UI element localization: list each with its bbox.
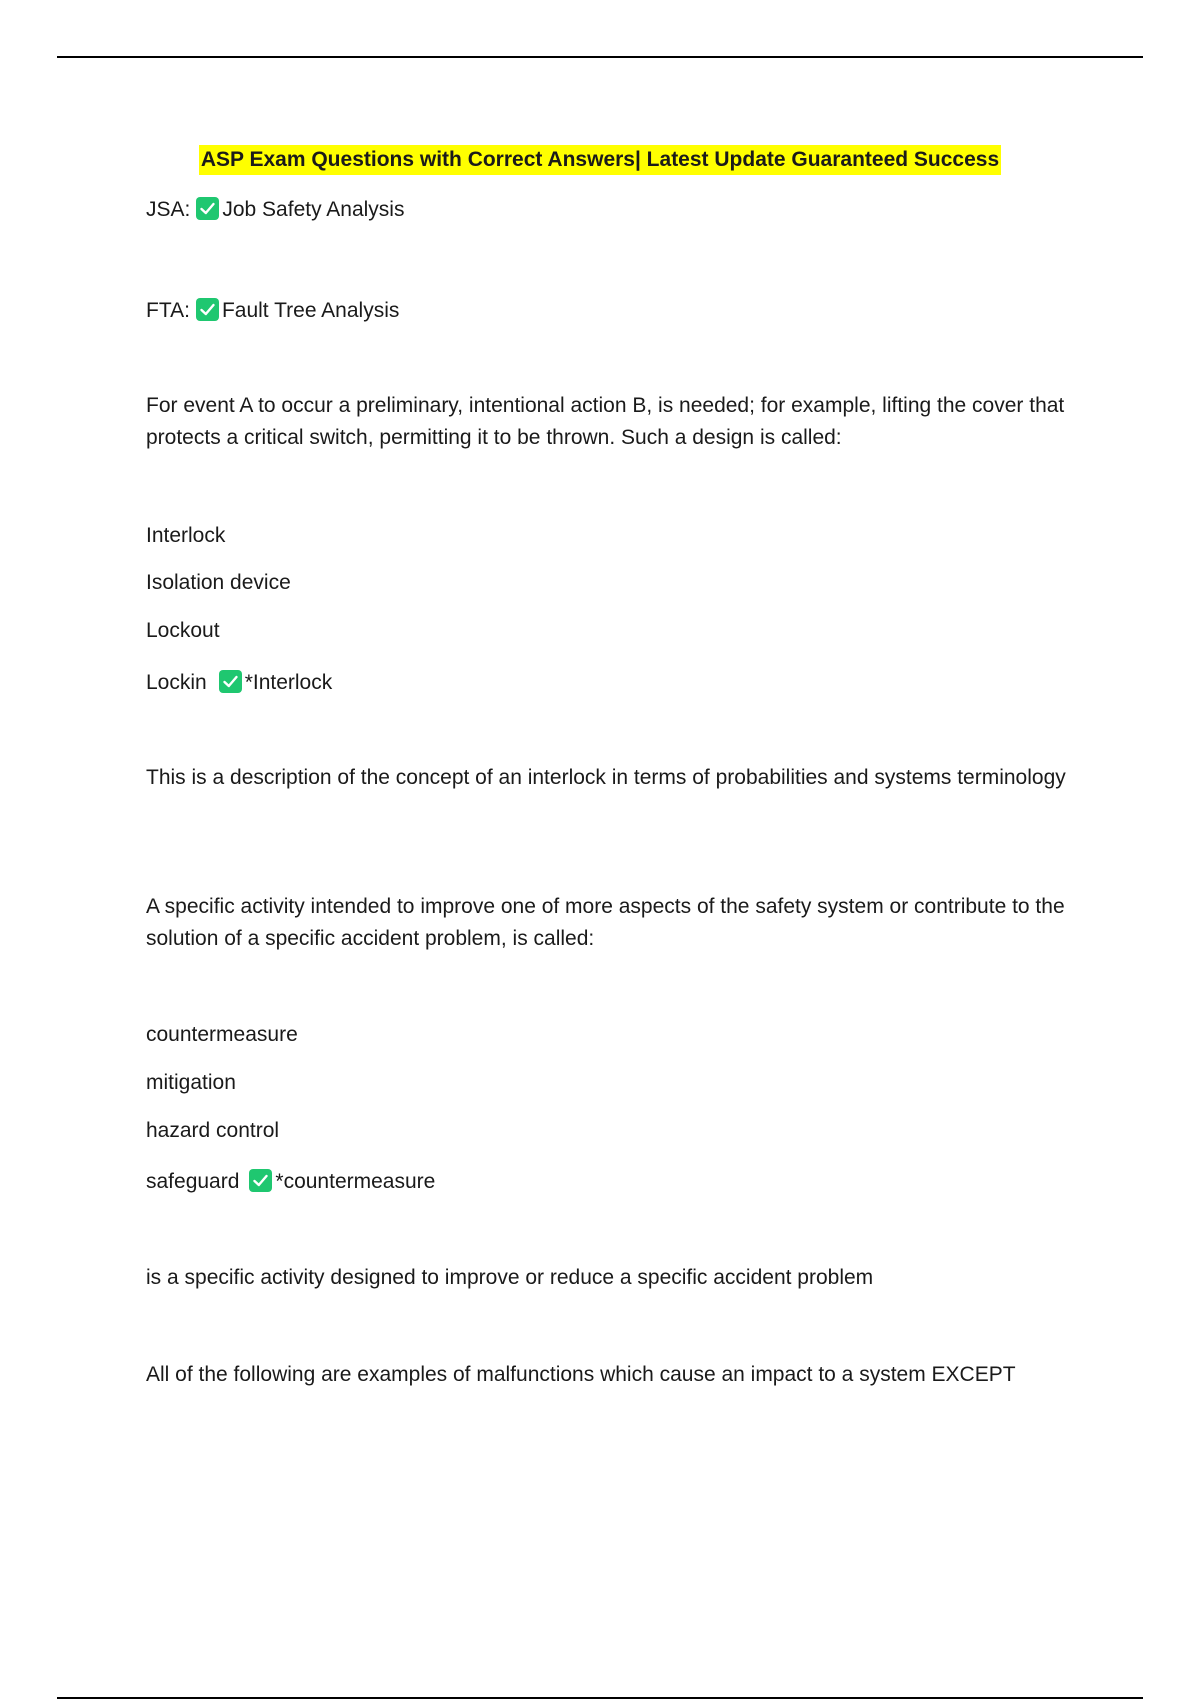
question-1-option-4-answer-line bbox=[146, 667, 332, 699]
check-box-icon bbox=[219, 670, 242, 693]
jsa-term: JSA: bbox=[146, 198, 191, 221]
question-2-explanation: is a specific activity designed to improve or reduce a specific accident problem bbox=[146, 1266, 874, 1289]
question-1-option-2: Isolation device bbox=[146, 571, 291, 594]
question-1-text: For event A to occur a preliminary, intentional action B, is needed; for example, lifting the cover that protects a critical switch, permitting it to be thrown. Such a design is called: bbox=[146, 394, 1065, 449]
footer-rule bbox=[57, 1697, 1143, 1699]
check-box-icon bbox=[196, 197, 219, 220]
question-2-answer: *countermeasure bbox=[275, 1170, 436, 1193]
question-2-option-1: countermeasure bbox=[146, 1023, 298, 1046]
check-box-icon bbox=[196, 298, 219, 321]
question-2-text: A specific activity intended to improve one of more aspects of the safety system or contribute to the solution of a specific accident problem, is called: bbox=[146, 895, 1065, 950]
jsa-entry bbox=[146, 194, 404, 226]
question-3-text: All of the following are examples of malfunctions which cause an impact to a system EXCEPT bbox=[146, 1363, 1016, 1386]
fta-term: FTA: bbox=[146, 299, 190, 322]
question-1-option-4: Lockin bbox=[146, 671, 207, 694]
question-1-option-1: Interlock bbox=[146, 524, 226, 547]
check-box-icon bbox=[249, 1169, 272, 1192]
fta-answer: Fault Tree Analysis bbox=[221, 299, 400, 322]
question-2-option-2: mitigation bbox=[146, 1071, 236, 1094]
question-1-option-3: Lockout bbox=[146, 619, 220, 642]
title-container bbox=[0, 145, 1200, 175]
jsa-answer: Job Safety Analysis bbox=[222, 198, 405, 221]
question-1-explanation: This is a description of the concept of an interlock in terms of probabilities and systems terminology bbox=[146, 766, 1066, 789]
document-title: ASP Exam Questions with Correct Answers| Latest Update Guaranteed Success bbox=[199, 145, 1001, 175]
fta-entry bbox=[146, 295, 399, 327]
question-1-answer: *Interlock bbox=[244, 671, 333, 694]
question-2-option-4: safeguard bbox=[146, 1170, 240, 1193]
header-rule bbox=[57, 56, 1143, 58]
question-2-option-4-answer-line bbox=[146, 1166, 435, 1198]
question-2-option-3: hazard control bbox=[146, 1119, 280, 1142]
